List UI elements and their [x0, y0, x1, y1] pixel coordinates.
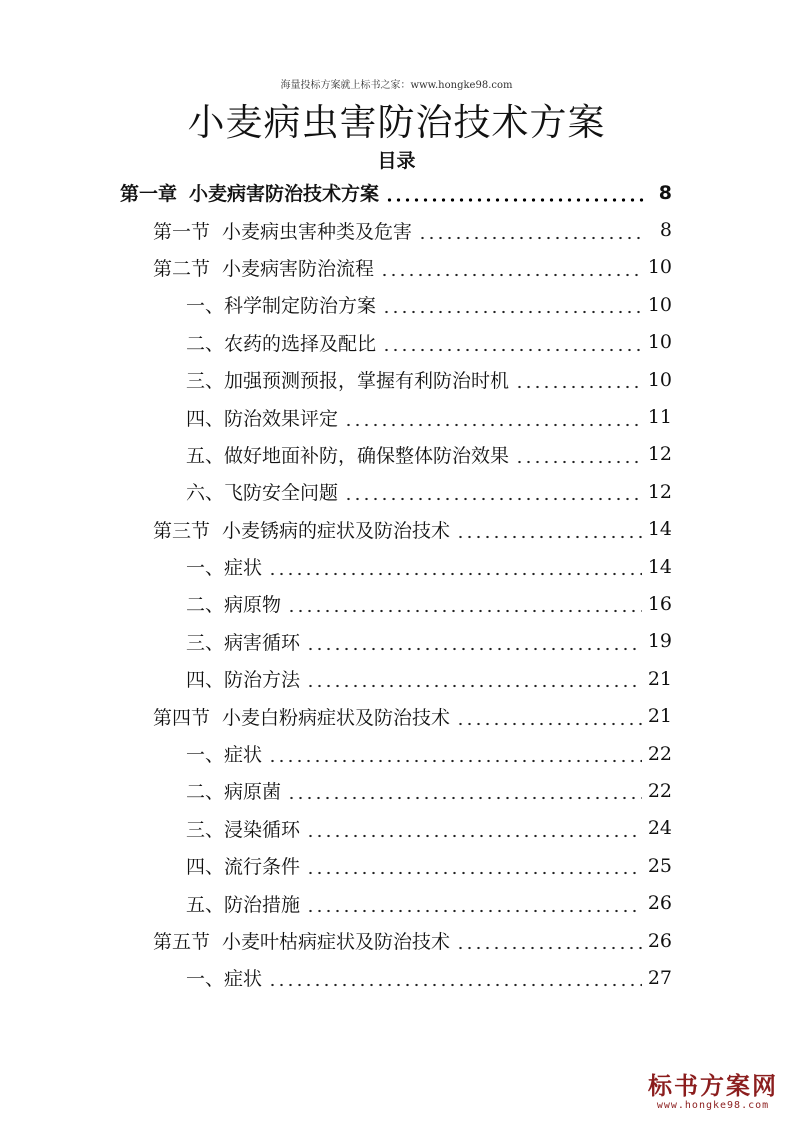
- toc-entry-text: 小麦白粉病症状及防治技术: [222, 706, 451, 729]
- toc-entry-text: 一、科学制定防治方案: [186, 295, 377, 318]
- toc-entry-text: 小麦叶枯病症状及防治技术: [222, 931, 451, 953]
- toc-entry-label: [186, 553, 262, 580]
- toc-entry-page-number: 19: [647, 630, 672, 653]
- toc-entry-page-number: 10: [647, 331, 672, 354]
- toc-entry-number: 第一章: [120, 183, 178, 206]
- toc-entry[interactable]: [0, 697, 793, 734]
- toc-dot-leader: [287, 781, 642, 800]
- brand-url: www.hongke98.com: [656, 1100, 770, 1111]
- toc-entry-number: 第二节: [153, 257, 211, 280]
- toc-dot-leader: [456, 931, 642, 950]
- toc-dot-leader: [287, 594, 642, 613]
- toc-entry-label: [186, 777, 281, 804]
- toc-entry[interactable]: [0, 660, 793, 697]
- toc-entry-label: [153, 703, 450, 730]
- toc-entry[interactable]: [0, 249, 793, 286]
- toc-entry-text: 一、症状: [186, 557, 263, 580]
- toc-entry-page-number: 12: [647, 480, 672, 503]
- toc-entry[interactable]: [0, 436, 793, 473]
- toc-entry-page-number: 21: [647, 705, 672, 728]
- toc-entry[interactable]: [0, 847, 793, 884]
- document-title: 小麦病虫害防治技术方案: [187, 101, 606, 144]
- toc-entry-text: 四、防治方法: [186, 669, 301, 692]
- header-note: 海量投标方案就上标书之家：www.hongke98.com: [280, 80, 513, 91]
- toc-entry[interactable]: [0, 324, 793, 361]
- toc-entry-label: [153, 217, 412, 244]
- toc-dot-leader: [380, 258, 642, 277]
- toc-entry-text: 一、症状: [186, 968, 263, 991]
- toc-entry-page-number: 14: [647, 555, 672, 578]
- toc-dot-leader: [306, 856, 642, 875]
- toc-entry[interactable]: [0, 810, 793, 847]
- toc-entry[interactable]: [0, 735, 793, 772]
- toc-entry[interactable]: [0, 585, 793, 622]
- toc-entry-page-number: 10: [647, 368, 672, 391]
- toc-entry-label: [153, 254, 374, 281]
- toc-entry-text: 四、流行条件: [186, 856, 301, 879]
- toc-heading: 目录: [377, 150, 416, 172]
- toc-entry-page-number: 22: [647, 779, 672, 802]
- toc-entry-page-number: 26: [647, 929, 672, 952]
- toc-entry-text: 小麦病害防治技术方案: [189, 183, 380, 206]
- toc-entry-label: [186, 665, 300, 692]
- toc-entry[interactable]: [0, 361, 793, 398]
- table-of-contents: [0, 174, 793, 997]
- toc-entry-text: 二、病原菌: [186, 781, 282, 804]
- toc-entry-page-number: 10: [647, 293, 672, 316]
- toc-entry-page-number: 8: [659, 219, 672, 242]
- toc-dot-leader: [418, 221, 644, 240]
- toc-entry-number: 第四节: [153, 706, 211, 729]
- toc-entry[interactable]: [0, 959, 793, 996]
- toc-dot-leader: [456, 707, 642, 726]
- toc-entry-label: [186, 404, 338, 431]
- toc-entry-text: 一、症状: [186, 744, 263, 767]
- toc-dot-leader: [268, 557, 642, 576]
- toc-entry-text: 小麦病虫害种类及危害: [222, 220, 413, 243]
- toc-entry-label: [153, 516, 450, 543]
- toc-entry-page-number: 10: [647, 256, 672, 279]
- toc-dot-leader: [382, 333, 642, 352]
- toc-entry[interactable]: [0, 548, 793, 585]
- toc-entry-page-number: 24: [647, 817, 672, 840]
- toc-entry-page-number: 14: [647, 518, 672, 541]
- toc-dot-leader: [515, 370, 642, 389]
- toc-dot-leader: [344, 482, 642, 501]
- toc-entry-label: [186, 852, 300, 879]
- toc-entry-page-number: 22: [647, 742, 672, 765]
- toc-entry-text: 四、防治效果评定: [186, 407, 339, 430]
- toc-entry-page-number: 8: [658, 181, 672, 204]
- toc-entry-text: 三、病害循环: [186, 631, 301, 654]
- toc-entry[interactable]: [0, 211, 793, 248]
- toc-dot-leader: [306, 819, 642, 838]
- toc-entry-label: [186, 740, 262, 767]
- toc-entry[interactable]: [0, 286, 793, 323]
- toc-entry-page-number: 25: [647, 854, 672, 877]
- toc-dot-leader: [306, 894, 642, 913]
- toc-entry-text: 小麦病害防治流程: [222, 257, 375, 280]
- toc-entry-label: [186, 478, 338, 505]
- toc-entry-page-number: 21: [647, 667, 672, 690]
- toc-entry[interactable]: [0, 398, 793, 435]
- toc-entry[interactable]: [0, 772, 793, 809]
- toc-entry-label: [186, 964, 262, 991]
- toc-entry-label: [186, 590, 281, 617]
- toc-entry-label: [186, 890, 300, 917]
- toc-entry-page-number: 26: [647, 892, 672, 915]
- toc-entry-text: 小麦锈病的症状及防治技术: [222, 519, 451, 542]
- toc-entry-page-number: 11: [647, 406, 672, 429]
- brand-name: 标书方案网: [648, 1072, 778, 1100]
- toc-entry-number: 第一节: [153, 220, 211, 243]
- toc-dot-leader: [306, 669, 642, 688]
- toc-entry-text: 六、飞防安全问题: [186, 482, 339, 505]
- toc-entry-label: [186, 628, 300, 655]
- toc-entry[interactable]: [0, 174, 793, 211]
- toc-entry-text: 二、病原物: [186, 594, 282, 617]
- brand-watermark: [638, 1072, 788, 1112]
- toc-entry-page-number: 12: [647, 443, 672, 466]
- toc-entry-text: 三、加强预测预报，掌握有利防治时机: [186, 370, 510, 393]
- toc-entry[interactable]: [0, 473, 793, 510]
- toc-dot-leader: [382, 295, 642, 314]
- toc-entry-text: 五、做好地面补防，确保整体防治效果: [186, 444, 510, 467]
- toc-dot-leader: [344, 408, 642, 427]
- toc-entry-text: 三、浸染循环: [186, 818, 301, 841]
- toc-dot-leader: [306, 632, 642, 651]
- toc-entry-label: [186, 291, 376, 318]
- toc-entry[interactable]: [0, 922, 793, 959]
- toc-dot-leader: [456, 520, 642, 539]
- toc-dot-leader: [268, 968, 642, 987]
- toc-entry-page-number: 27: [647, 966, 672, 989]
- toc-dot-leader: [385, 183, 644, 202]
- toc-dot-leader: [515, 445, 642, 464]
- toc-entry[interactable]: [0, 623, 793, 660]
- toc-entry-label: [120, 179, 379, 206]
- toc-entry-number: 第五节: [153, 931, 211, 953]
- toc-entry-text: 二、农药的选择及配比: [186, 332, 377, 355]
- toc-entry-text: 五、防治措施: [186, 893, 301, 916]
- toc-entry[interactable]: [0, 884, 793, 921]
- toc-entry-label: [186, 366, 509, 393]
- toc-entry-label: [186, 441, 509, 468]
- toc-entry-label: [186, 815, 300, 842]
- toc-entry-label: [186, 329, 376, 356]
- toc-dot-leader: [268, 744, 642, 763]
- toc-entry-number: 第三节: [153, 519, 211, 542]
- toc-entry-page-number: 16: [647, 592, 672, 615]
- toc-entry[interactable]: [0, 511, 793, 548]
- toc-entry-label: [153, 927, 450, 954]
